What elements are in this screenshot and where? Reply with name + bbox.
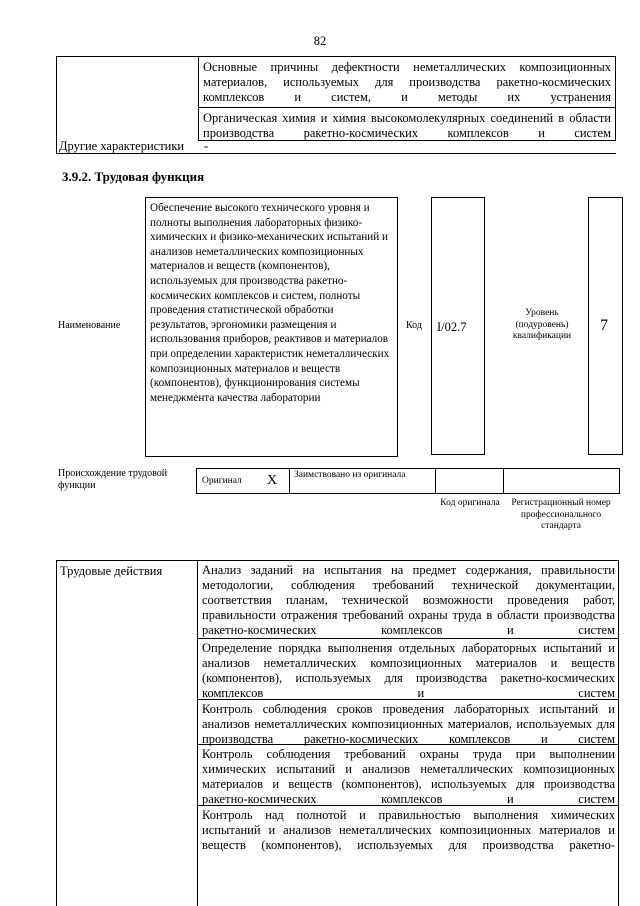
function-name-box: Обеспечение высокого технического уровня и полноты выполнения лабораторных физико-химических и физико-механических испытаний и анализов неметаллических композиционных материалов и веществ (компонентов), используемых для производства ракетно-космических комплексов и систем, полноты проведения статистической обработки результатов, эргономики размещения и использования приборов, реактивов и материалов при определении характеристик неметаллических композиционных материалов и веществ (компонентов), функционирования системы менеджмента качества лаборатории: [145, 197, 398, 457]
qualification-level-value: 7: [600, 317, 608, 334]
origin-table: [196, 468, 620, 494]
top-table-cell-2: Органическая химия и химия высокомолекулярных соединений в области производства ракетно-космических комплексов и систем: [198, 108, 616, 141]
labor-action-item: Определение порядка выполнения отдельных лабораторных испытаний и анализов неметаллических композиционных материалов и веществ (компонентов), используемых для производства ракетно-космических комплексов и систем: [198, 639, 619, 700]
other-characteristics-label: Другие характеристики: [59, 139, 185, 153]
original-mark: X: [267, 473, 278, 488]
origin-label: Происхождение трудовой функции: [58, 468, 168, 491]
labor-action-item: Контроль соблюдения требований охраны труда при выполнении химических испытаний и анализов неметаллических композиционных материалов и веществ (компонентов), используемых для производства ракетно-космических комплексов и систем: [198, 745, 619, 806]
origin-divider-1: [289, 469, 290, 493]
code-box: [431, 197, 485, 455]
labor-action-item: Контроль над полнотой и правильностью выполнения химических испытаний и анализов неметаллических композиционных материалов и веществ (компонентов), используемых для производства ракетно-: [202, 808, 615, 852]
labor-action-item: Анализ заданий на испытания на предмет содержания, правильности методологии, соблюдения требований технической документации, соответствия планам, технической возможности проведения работ, правильности отражения требований охраны труда в области производства ракетно-космических комплексов и систем: [198, 561, 619, 639]
borrowed-label: Заимствовано из оригинала: [294, 470, 406, 480]
section-title: 3.9.2. Трудовая функция: [62, 169, 205, 184]
original-code-caption: Код оригинала: [440, 498, 500, 508]
page-number: 82: [313, 34, 327, 48]
function-name-label: Наименование: [58, 320, 121, 331]
qualification-level-box: [588, 197, 623, 455]
original-label: Оригинал: [202, 476, 242, 486]
registration-number-caption: Регистрационный номер профессионального стандарта: [511, 498, 611, 531]
origin-divider-3: [503, 469, 504, 493]
code-value: I/02.7: [437, 320, 467, 334]
other-characteristics-value: -: [204, 139, 209, 153]
labor-action-item: Контроль соблюдения сроков проведения лабораторных испытаний и анализов неметаллических композиционных материалов, используемых для производства ракетно-космических комплексов и систем: [198, 700, 619, 745]
origin-divider-2: [435, 469, 436, 493]
top-table: [56, 56, 616, 154]
qualification-level-label: Уровень (подуровень) квалификации: [512, 308, 572, 341]
labor-actions-label: Трудовые действия: [60, 564, 163, 578]
top-table-cell-1: Основные причины дефектности неметаллических композиционных материалов, используемых для производства ракетно-космических комплексов и систем, и методы их устранения: [198, 57, 616, 108]
code-label: Код: [406, 320, 422, 331]
labor-actions-table: [56, 560, 619, 906]
